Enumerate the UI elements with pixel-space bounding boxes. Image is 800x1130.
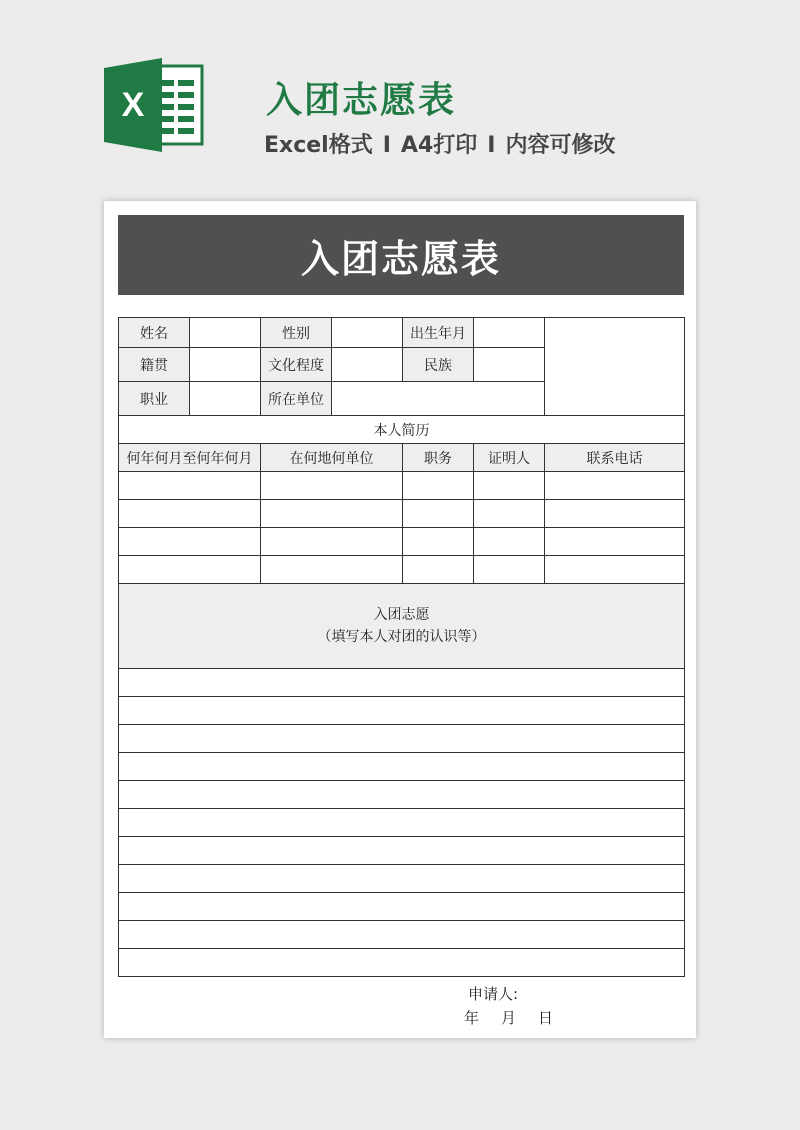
resume-cell[interactable]	[119, 528, 261, 556]
applicant-signature-label: 申请人:	[468, 985, 519, 1003]
workplace-label: 所在单位	[261, 382, 332, 416]
date-month: 月	[501, 1009, 517, 1027]
resume-cell[interactable]	[261, 472, 403, 500]
resume-cell[interactable]	[545, 472, 685, 500]
occupation-field[interactable]	[190, 382, 261, 416]
application-form-table	[118, 317, 685, 977]
resume-cell[interactable]	[403, 472, 474, 500]
resume-col-position: 职务	[403, 444, 474, 472]
application-heading-cell	[119, 584, 685, 669]
form-banner-title: 入团志愿表	[118, 215, 684, 295]
resume-cell[interactable]	[474, 556, 545, 584]
application-line[interactable]	[119, 949, 685, 977]
resume-cell[interactable]	[119, 500, 261, 528]
birth-label: 出生年月	[403, 318, 474, 348]
date-year: 年	[464, 1009, 480, 1027]
resume-cell[interactable]	[474, 528, 545, 556]
application-line[interactable]	[119, 781, 685, 809]
occupation-label: 职业	[119, 382, 190, 416]
subtitle-separator: I	[487, 133, 496, 158]
subtitle-editable: 内容可修改	[505, 133, 616, 158]
application-date	[464, 1007, 575, 1028]
subtitle-separator: I	[382, 133, 391, 158]
promo-title: 入团志愿表	[266, 80, 457, 121]
native-place-label: 籍贯	[119, 348, 190, 382]
name-field[interactable]	[190, 318, 261, 348]
resume-cell[interactable]	[261, 528, 403, 556]
resume-cell[interactable]	[119, 472, 261, 500]
application-line[interactable]	[119, 753, 685, 781]
resume-cell[interactable]	[403, 556, 474, 584]
resume-cell[interactable]	[474, 472, 545, 500]
resume-row	[119, 528, 685, 556]
resume-cell[interactable]	[403, 528, 474, 556]
ethnicity-field[interactable]	[474, 348, 545, 382]
date-day: 日	[538, 1009, 554, 1027]
application-line[interactable]	[119, 697, 685, 725]
gender-field[interactable]	[332, 318, 403, 348]
application-line[interactable]	[119, 837, 685, 865]
resume-col-phone: 联系电话	[545, 444, 685, 472]
resume-cell[interactable]	[119, 556, 261, 584]
resume-cell[interactable]	[474, 500, 545, 528]
application-line[interactable]	[119, 893, 685, 921]
resume-row	[119, 556, 685, 584]
resume-cell[interactable]	[545, 556, 685, 584]
subtitle-print: A4打印	[400, 133, 478, 158]
resume-cell[interactable]	[261, 500, 403, 528]
resume-col-period: 何年何月至何年何月	[119, 444, 261, 472]
subtitle-format: Excel格式	[264, 133, 373, 158]
ethnicity-label: 民族	[403, 348, 474, 382]
form-paper	[104, 201, 696, 1038]
resume-cell[interactable]	[261, 556, 403, 584]
resume-row	[119, 500, 685, 528]
resume-row	[119, 472, 685, 500]
native-place-field[interactable]	[190, 348, 261, 382]
application-line[interactable]	[119, 865, 685, 893]
application-line[interactable]	[119, 809, 685, 837]
resume-section-title: 本人简历	[119, 416, 685, 444]
resume-cell[interactable]	[403, 500, 474, 528]
birth-field[interactable]	[474, 318, 545, 348]
resume-cell[interactable]	[545, 528, 685, 556]
education-field[interactable]	[332, 348, 403, 382]
application-heading: 入团志愿	[373, 607, 430, 623]
name-label: 姓名	[119, 318, 190, 348]
svg-text:X: X	[121, 86, 145, 124]
application-line[interactable]	[119, 921, 685, 949]
education-label: 文化程度	[261, 348, 332, 382]
promo-subtitle	[264, 128, 615, 159]
excel-icon	[104, 58, 204, 152]
resume-col-witness: 证明人	[474, 444, 545, 472]
photo-area[interactable]	[545, 318, 685, 416]
application-hint: （填写本人对团的认识等）	[317, 629, 486, 645]
resume-col-workplace: 在何地何单位	[261, 444, 403, 472]
application-line[interactable]	[119, 725, 685, 753]
application-line[interactable]	[119, 669, 685, 697]
gender-label: 性别	[261, 318, 332, 348]
workplace-field[interactable]	[332, 382, 545, 416]
resume-cell[interactable]	[545, 500, 685, 528]
